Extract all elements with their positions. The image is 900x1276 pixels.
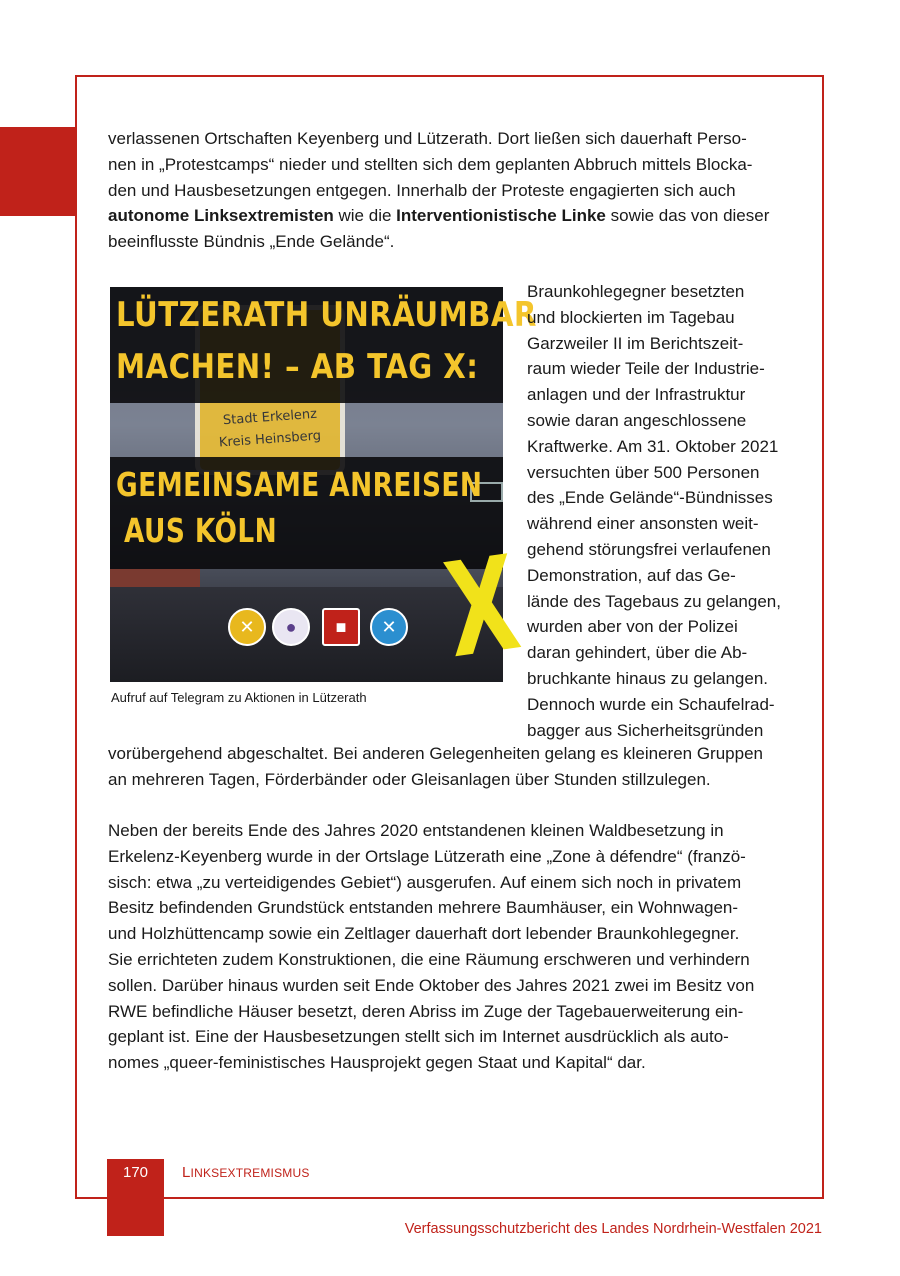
bold-term-autonome: autonome Linksextremisten [108, 206, 334, 226]
text-line: Braunkohlegegner besetzten [527, 282, 745, 301]
section-rest: INKSEXTREMISMUS [190, 1166, 310, 1180]
telegram-poster-image [110, 287, 537, 688]
text-line: sowie daran angeschlossene [527, 410, 747, 430]
poster-title-line: AUS KÖLN [124, 511, 278, 550]
text-line: den und Hausbesetzungen entgegen. Innerhalb der Proteste engagierten sich auch [108, 180, 736, 200]
text-line: bagger aus Sicherheitsgründen [527, 720, 764, 740]
inline-text: wie die [333, 206, 397, 226]
margin-tab-marker [0, 127, 77, 216]
text-line: anlagen und der Infrastruktur [527, 385, 746, 405]
text-line: während einer ansonsten weit- [527, 514, 759, 534]
text-line: geplant ist. Eine der Hausbesetzungen stellt sich im Internet ausdrücklich als auto- [108, 1027, 729, 1047]
text-line: verlassenen Ortschaften Keyenberg und Lützerath. Dort ließen sich dauerhaft Perso- [108, 129, 747, 148]
sign-text: Kreis Heinsberg [218, 428, 322, 451]
inline-text: sowie das von dieser [605, 206, 770, 226]
purple-emblem-logo-icon: ● [272, 608, 310, 646]
text-line: Dennoch wurde ein Schaufelrad- [527, 694, 775, 714]
paragraph-side-column [527, 279, 797, 743]
sign-text: Stadt Erkelenz [222, 406, 318, 429]
text-line: sollen. Darüber hinaus wurden seit Ende Oktober des Jahres 2021 zwei im Besitz von [108, 975, 755, 995]
text-line: Erkelenz-Keyenberg wurde in der Ortslage Lützerath eine „Zone à défendre“ (franzö- [108, 846, 746, 866]
text-line: bruchkante hinaus zu gelangen. [527, 668, 769, 688]
red-square-logo-icon: ■ [322, 608, 360, 646]
text-line-emphasis [108, 203, 808, 229]
text-line: Demonstration, auf das Ge- [527, 565, 736, 585]
paragraph-zad [108, 818, 808, 1076]
paragraph-intro [108, 126, 808, 255]
text-line: an mehreren Tagen, Förderbänder oder Gleisanlagen über Stunden stillzulegen. [108, 769, 711, 789]
paragraph-side-continuation [108, 741, 808, 793]
text-line: raum wieder Teile der Industrie- [527, 359, 765, 379]
text-line: nomes „queer-feministisches Hausprojekt gegen Staat und Kapital“ dar. [108, 1053, 646, 1073]
text-line: Sie errichteten zudem Konstruktionen, die eine Räumung erschweren und verhindern [108, 949, 750, 969]
text-line: Neben der bereits Ende des Jahres 2020 entstandenen kleinen Waldbesetzung in [108, 821, 724, 840]
section-initial: L [182, 1164, 191, 1181]
yellow-x-mark: X [436, 526, 528, 688]
text-line: wurden aber von der Polizei [527, 617, 738, 637]
text-line: lände des Tagebaus zu gelangen, [527, 591, 781, 611]
text-line: nen in „Protestcamps“ nieder und stellten sich dem geplanten Abbruch mittels Blocka- [108, 154, 753, 174]
section-title [182, 1164, 310, 1181]
blue-crossed-logo-icon: ✕ [370, 608, 408, 646]
poster-title-line: MACHEN! – AB TAG X: [116, 347, 479, 387]
text-line: vorübergehend abgeschaltet. Bei anderen Gelegenheiten gelang es kleineren Gruppen [108, 744, 763, 763]
text-line: sisch: etwa „zu verteidigendes Gebiet“) ausgerufen. Auf einem sich noch in privatem [108, 872, 742, 892]
text-line: beeinflusste Bündnis „Ende Gelände“. [108, 232, 395, 252]
text-line: und blockierten im Tagebau [527, 307, 735, 327]
poster-title-line: GEMEINSAME ANREISEN [116, 465, 483, 504]
text-line: Besitz befindenden Grundstück entstanden mehrere Baumhäuser, ein Wohnwagen- [108, 898, 739, 918]
text-line: versuchten über 500 Personen [527, 462, 760, 482]
text-line: RWE befindliche Häuser besetzt, deren Abriss im Zuge der Tagebauerweiterung ein- [108, 1001, 744, 1021]
image-caption: Aufruf auf Telegram zu Aktionen in Lützerath [111, 690, 367, 705]
text-line: daran gehindert, über die Ab- [527, 643, 748, 663]
text-line: gehend störungsfrei verlaufenen [527, 539, 771, 559]
text-line: Garzweiler II im Berichtszeit- [527, 333, 744, 353]
text-line: Kraftwerke. Am 31. Oktober 2021 [527, 436, 779, 456]
crossed-tools-logo-icon: ✕ [228, 608, 266, 646]
publication-footer: Verfassungsschutzbericht des Landes Nordrhein-Westfalen 2021 [404, 1221, 822, 1237]
page-number: 170 [122, 1164, 149, 1181]
poster-title-line: LÜTZERATH UNRÄUMBAR [116, 295, 537, 335]
bold-term-interventionistische: Interventionistische Linke [396, 206, 606, 226]
text-line: des „Ende Gelände“-Bündnisses [527, 488, 773, 508]
text-line: und Holzhüttencamp sowie ein Zeltlager dauerhaft dort lebender Braunkohlegegner. [108, 924, 740, 944]
